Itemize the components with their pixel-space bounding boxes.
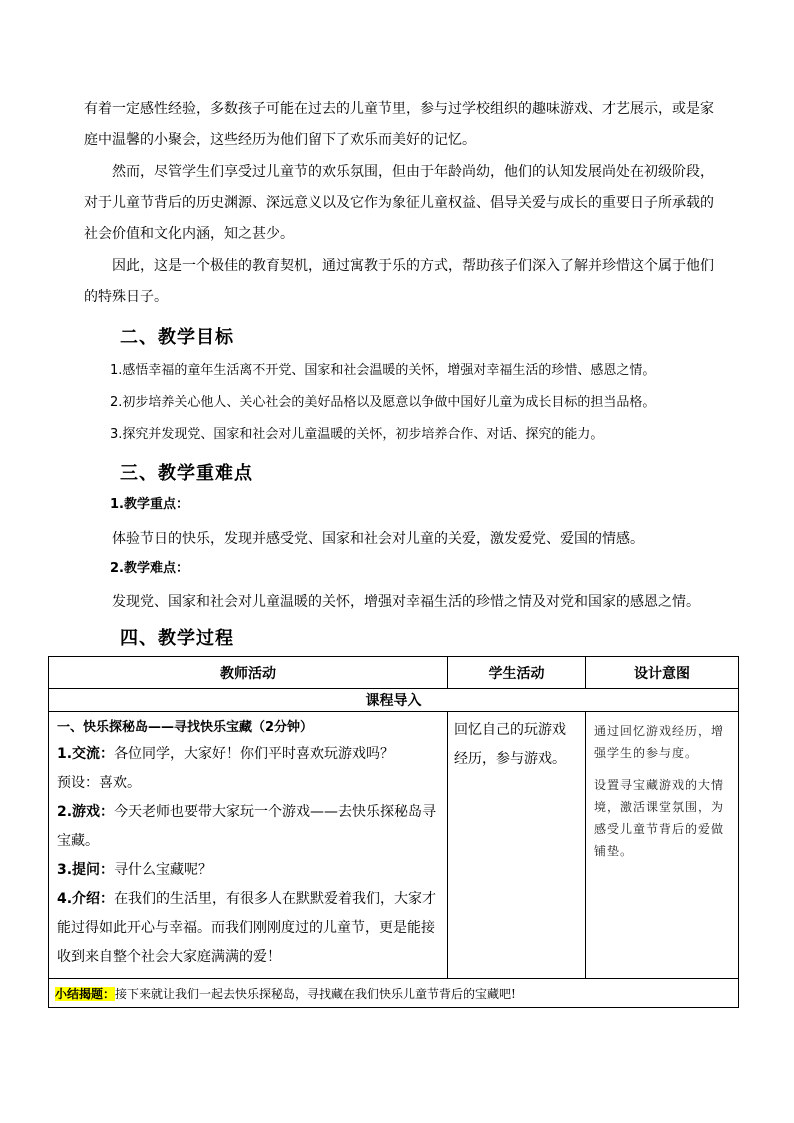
goal-item-3: 3.探究并发现党、国家和社会对儿童温暖的关怀，初步培养合作、对话、探究的能力。	[110, 427, 604, 442]
step-1-preset: 预设：喜欢。	[57, 775, 141, 791]
lesson-process-table	[48, 656, 739, 1008]
teacher-activity-cell	[49, 712, 448, 979]
step-3-label: 3.提问：	[57, 862, 115, 878]
intro-text-3: 因此，这是一个极佳的教育契机，通过寓教于乐的方式，帮助孩子们深入了解并珍惜这个属于他们的特殊日子。	[84, 258, 714, 305]
intro-paragraph-2	[84, 157, 716, 250]
step-1	[57, 740, 439, 769]
step-3-text: 寻什么宝藏呢？	[114, 862, 213, 878]
intro-text-2: 然而，尽管学生们享受过儿童节的欢乐氛围，但由于年龄尚幼，他们的认知发展尚处在初级阶段，对于儿童节背后的历史渊源、深远意义以及它作为象征儿童权益、倡导关爱与成长的重要日子所承载的社会价值和文化内涵，知之甚少。	[84, 164, 714, 242]
summary-cell	[49, 979, 739, 1008]
difficulty-label: 2.教学难点：	[110, 561, 189, 576]
section-row	[49, 689, 739, 712]
step-1-text: 各位同学，大家好！你们平时喜欢玩游戏吗？	[114, 746, 395, 762]
header-teacher-activity: 教师活动	[49, 657, 448, 689]
design-intent-1: 通过回忆游戏经历，增强学生的参与度。	[594, 724, 725, 760]
intro-paragraph-3	[84, 251, 716, 313]
goals-heading: 二、教学目标	[120, 327, 234, 348]
header-student-activity: 学生活动	[448, 657, 586, 689]
summary-row	[49, 979, 739, 1008]
goal-item-1: 1.感悟幸福的童年生活离不开党、国家和社会温暖的关怀，增强对幸福生活的珍惜、感恩之情。	[110, 363, 656, 378]
difficulty-text: 发现党、国家和社会对儿童温暖的关怀，增强对幸福生活的珍惜之情及对党和国家的感恩之情。	[112, 594, 700, 610]
design-intent-cell	[586, 712, 739, 979]
step-4-label: 4.介绍：	[57, 891, 115, 907]
step-4	[57, 885, 439, 972]
summary-text: 接下来就让我们一起去快乐探秘岛，寻找藏在我们快乐儿童节背后的宝藏吧!	[115, 986, 516, 1001]
design-intent-2: 设置寻宝藏游戏的大情境，激活课堂氛围，为感受儿童节背后的爱做铺垫。	[594, 778, 725, 858]
step-2	[57, 798, 439, 856]
section-title: 课程导入	[49, 689, 739, 712]
intro-text-1: 有着一定感性经验，多数孩子可能在过去的儿童节里，参与过学校组织的趣味游戏、才艺展示，或是家庭中温馨的小聚会，这些经历为他们留下了欢乐而美好的记忆。	[84, 101, 714, 148]
summary-label: 小结揭题：	[55, 986, 116, 1001]
goal-item-2: 2.初步培养关心他人、关心社会的美好品格以及愿意以争做中国好儿童为成长目标的担当品格。	[110, 395, 656, 410]
key-point-text: 体验节日的快乐，发现并感受党、国家和社会对儿童的关爱，激发爱党、爱国的情感。	[112, 531, 644, 547]
table-row	[49, 712, 739, 979]
step-4-text: 在我们的生活里，有很多人在默默爱着我们，大家才能过得如此开心与幸福。而我们刚刚度过的儿童节，更是能接收到来自整个社会大家庭满满的爱！	[57, 891, 437, 965]
activity-title: 一、快乐探秘岛——寻找快乐宝藏（2分钟）	[57, 720, 314, 735]
student-activity-cell: 回忆自己的玩游戏经历，参与游戏。	[448, 712, 586, 979]
step-2-label: 2.游戏：	[57, 804, 115, 820]
step-1-label: 1.交流：	[57, 746, 115, 762]
keypoints-heading: 三、教学重难点	[120, 463, 253, 484]
header-design-intent: 设计意图	[586, 657, 739, 689]
process-heading: 四、教学过程	[120, 628, 234, 649]
intro-paragraph-1	[84, 94, 716, 156]
step-3	[57, 856, 439, 885]
step-2-text: 今天老师也要带大家玩一个游戏——去快乐探秘岛寻宝藏。	[57, 804, 437, 849]
table-header-row	[49, 657, 739, 689]
key-point-label: 1.教学重点：	[110, 497, 189, 512]
